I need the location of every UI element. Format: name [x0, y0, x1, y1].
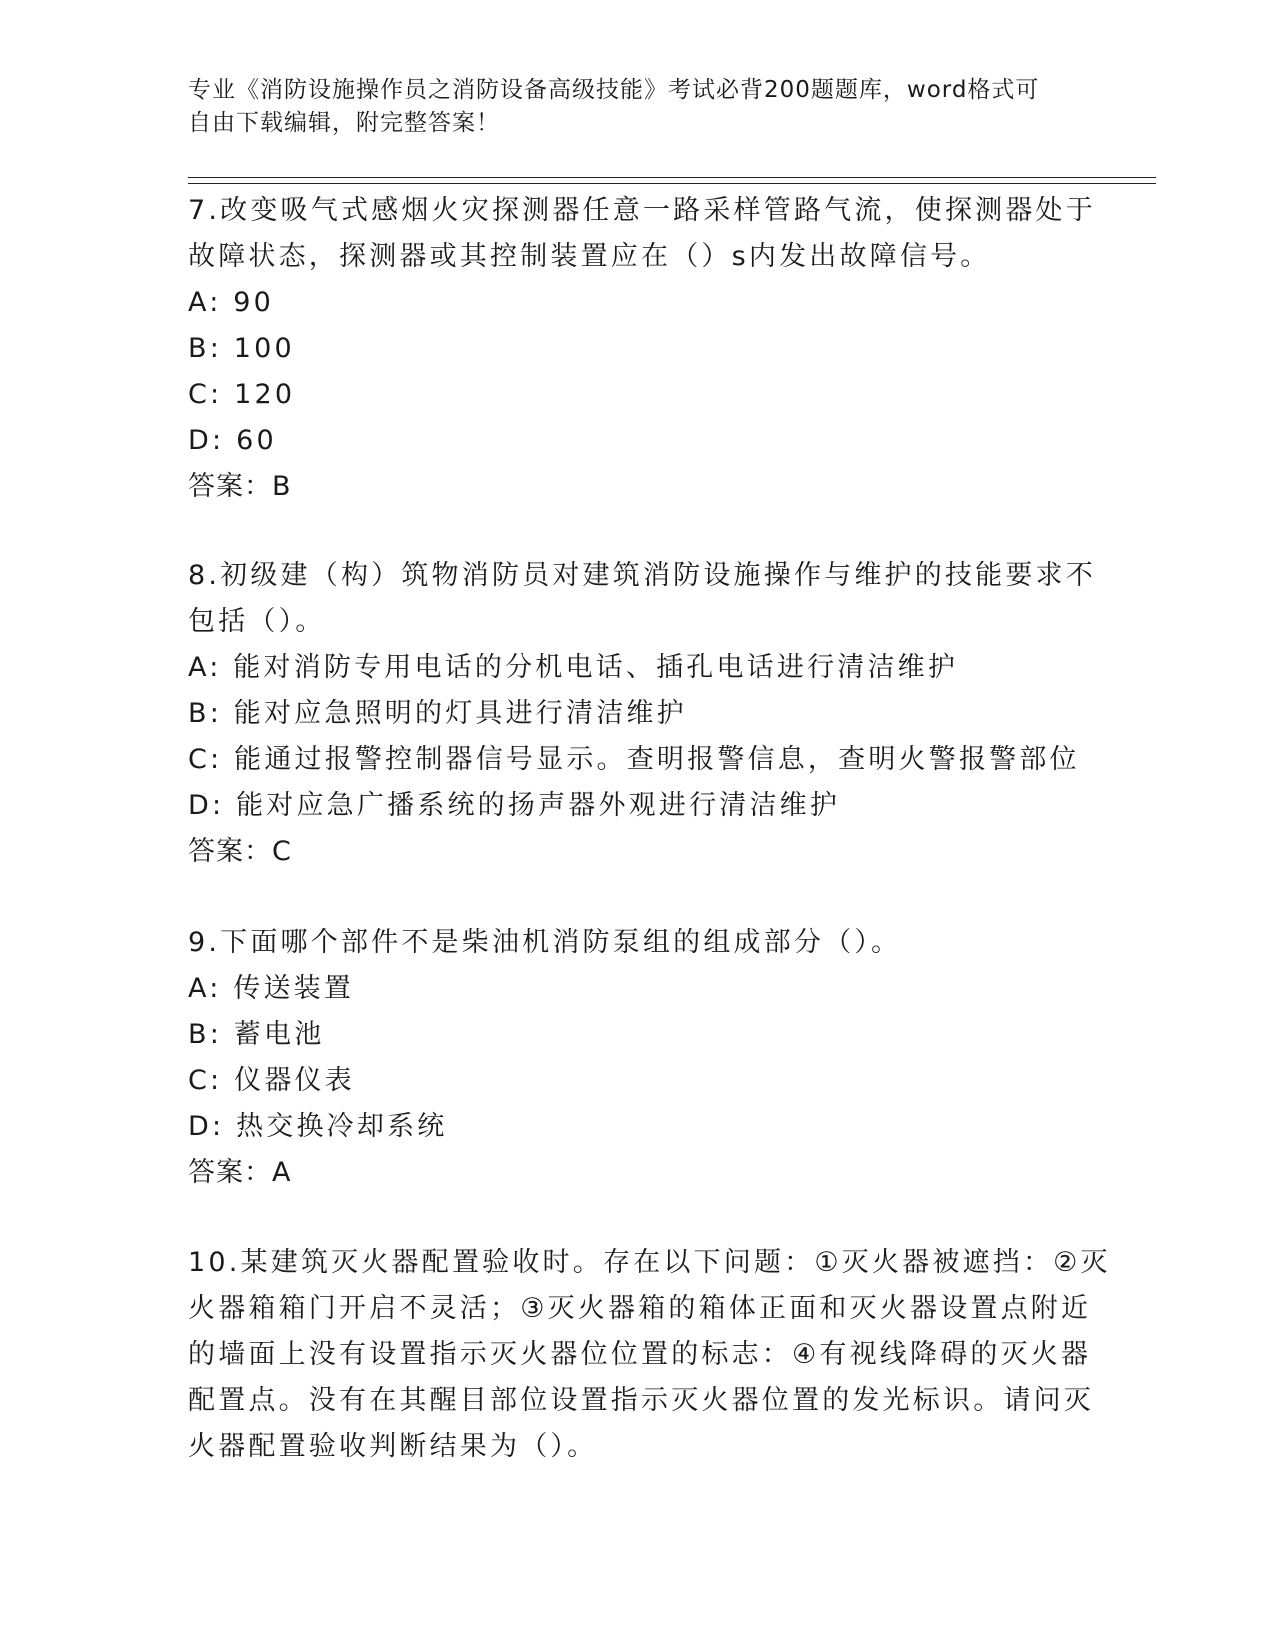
question-9 [188, 920, 1088, 1196]
stem-line: 配置点。没有在其醒目部位设置指示灭火器位置的发光标识。请问灭 [188, 1385, 1094, 1416]
question-10 [188, 1240, 1111, 1470]
question-8 [188, 553, 1096, 875]
answer-label: 答案：A [188, 1157, 292, 1188]
question-stem [188, 188, 1096, 280]
question-stem [188, 553, 1096, 645]
question-stem [188, 920, 1088, 966]
option-b: B: 蓄电池 [188, 1019, 325, 1050]
option-d: D: 60 [188, 425, 277, 456]
header-line-1: 专业《消防设施操作员之消防设备高级技能》考试必背200题题库，word格式可 [188, 77, 1040, 103]
question-stem [188, 1240, 1111, 1470]
header-divider-top [188, 177, 1156, 178]
answer-label: 答案：C [188, 836, 292, 867]
option-b: B: 100 [188, 333, 295, 364]
option-a: A: 传送装置 [188, 973, 355, 1004]
question-7 [188, 188, 1096, 510]
document-header [188, 74, 1088, 140]
stem-line: 9.下面哪个部件不是柴油机消防泵组的组成部分（）。 [188, 927, 902, 958]
option-d: D: 能对应急广播系统的扬声器外观进行清洁维护 [188, 790, 841, 821]
option-d: D: 热交换冷却系统 [188, 1111, 448, 1142]
option-a: A: 90 [188, 287, 275, 318]
stem-line: 10.某建筑灭火器配置验收时。存在以下问题：①灭火器被遮挡：②灭 [188, 1247, 1111, 1278]
stem-line: 的墙面上没有设置指示灭火器位位置的标志：④有视线降碍的灭火器 [188, 1339, 1092, 1370]
stem-line: 7.改变吸气式感烟火灾探测器任意一路采样管路气流，使探测器处于 [188, 195, 1096, 226]
stem-line: 火器配置验收判断结果为（）。 [188, 1431, 598, 1462]
stem-line: 火器箱箱门开启不灵活；③灭火器箱的箱体正面和灭火器设置点附近 [188, 1293, 1092, 1324]
option-b: B: 能对应急照明的灯具进行清洁维护 [188, 698, 687, 729]
stem-line: 故障状态，探测器或其控制装置应在（）s内发出故障信号。 [188, 241, 991, 272]
option-a: A: 能对消防专用电话的分机电话、插孔电话进行清洁维护 [188, 652, 959, 683]
option-c: C: 120 [188, 379, 296, 410]
stem-line: 8.初级建（构）筑物消防员对建筑消防设施操作与维护的技能要求不 [188, 560, 1096, 591]
option-c: C: 仪器仪表 [188, 1065, 355, 1096]
header-line-2: 自由下载编辑，附完整答案！ [188, 110, 500, 136]
answer-label: 答案：B [188, 471, 292, 502]
header-divider-bottom [188, 183, 1156, 184]
stem-line: 包括（）。 [188, 606, 326, 637]
option-c: C: 能通过报警控制器信号显示。查明报警信息，查明火警报警部位 [188, 744, 1080, 775]
